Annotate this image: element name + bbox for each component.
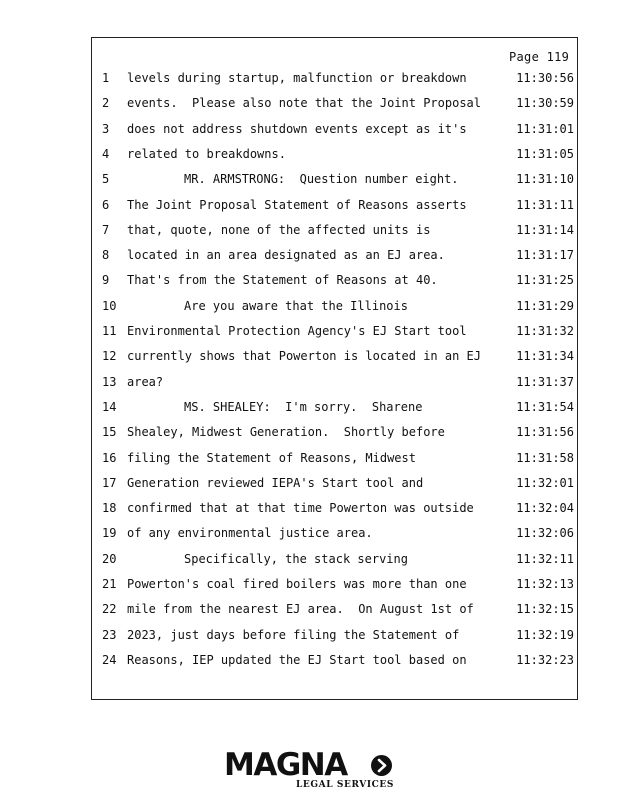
timestamp: 11:31:34 — [516, 349, 574, 364]
transcript-line — [0, 147, 618, 165]
line-text: Powerton's coal fired boilers was more than one — [127, 577, 467, 591]
line-number: 21 — [102, 577, 117, 591]
page-number: Page 119 — [509, 50, 570, 64]
chevron-right-icon — [371, 755, 392, 776]
line-text: related to breakdowns. — [127, 146, 286, 161]
transcript-line — [0, 476, 618, 494]
timestamp: 11:32:19 — [516, 627, 574, 642]
transcript-line — [0, 324, 618, 342]
transcript-line — [0, 122, 618, 140]
line-number: 5 — [102, 172, 110, 187]
line-number: 2 — [102, 96, 110, 111]
line-number: 4 — [102, 146, 110, 161]
line-text: Environmental Protection Agency's EJ Start tool — [127, 324, 467, 338]
timestamp: 11:32:15 — [516, 602, 574, 617]
line-number: 22 — [102, 602, 117, 617]
timestamp: 11:32:13 — [516, 577, 574, 591]
line-number: 1 — [102, 71, 110, 85]
transcript-line — [0, 552, 618, 570]
transcript-line — [0, 198, 618, 216]
line-number: 23 — [102, 627, 117, 642]
line-text: Are you aware that the Illinois — [184, 298, 408, 313]
line-text: filing the Statement of Reasons, Midwest — [127, 450, 416, 465]
transcript-line — [0, 96, 618, 114]
line-number: 24 — [102, 652, 117, 667]
line-number: 19 — [102, 526, 117, 541]
line-text: The Joint Proposal Statement of Reasons asserts — [127, 197, 467, 212]
line-number: 20 — [102, 551, 117, 566]
timestamp: 11:31:10 — [516, 172, 574, 187]
transcript-line — [0, 273, 618, 291]
transcript-line — [0, 248, 618, 266]
transcript-line — [0, 299, 618, 317]
line-text: levels during startup, malfunction or breakdown — [127, 71, 467, 85]
line-text: confirmed that at that time Powerton was outside — [127, 501, 474, 516]
timestamp: 11:31:01 — [516, 121, 574, 136]
timestamp: 11:31:29 — [516, 298, 574, 313]
timestamp: 11:32:01 — [516, 475, 574, 490]
transcript-line — [0, 400, 618, 418]
line-text: that, quote, none of the affected units is — [127, 222, 431, 237]
line-number: 9 — [102, 273, 110, 288]
timestamp: 11:31:17 — [516, 248, 574, 263]
transcript-line — [0, 526, 618, 544]
transcript-line — [0, 577, 618, 595]
logo-wordmark: MAGNA — [224, 747, 347, 783]
timestamp: 11:32:04 — [516, 501, 574, 516]
timestamp: 11:31:58 — [516, 450, 574, 465]
line-text: does not address shutdown events except as it's — [127, 121, 467, 136]
line-text: MS. SHEALEY: I'm sorry. Sharene — [184, 399, 423, 414]
line-text: Reasons, IEP updated the EJ Start tool based on — [127, 652, 467, 667]
transcript-line — [0, 628, 618, 646]
transcript-line — [0, 375, 618, 393]
line-text: currently shows that Powerton is located in an EJ — [127, 349, 482, 364]
line-text: events. Please also note that the Joint Proposal — [127, 96, 482, 111]
timestamp: 11:31:32 — [516, 324, 574, 338]
timestamp: 11:30:56 — [516, 71, 574, 85]
timestamp: 11:30:59 — [516, 96, 574, 111]
timestamp: 11:31:25 — [516, 273, 574, 288]
magna-logo — [224, 748, 399, 794]
timestamp: 11:32:23 — [516, 652, 574, 667]
transcript-line — [0, 425, 618, 443]
line-text: Generation reviewed IEPA's Start tool and — [127, 475, 424, 490]
line-number: 3 — [102, 121, 110, 136]
logo-subtitle: LEGAL SERVICES — [296, 780, 394, 790]
transcript-line — [0, 349, 618, 367]
line-number: 8 — [102, 248, 110, 263]
line-number: 13 — [102, 374, 117, 389]
line-text: area? — [127, 374, 164, 389]
line-number: 14 — [102, 399, 117, 414]
timestamp: 11:31:11 — [516, 197, 574, 212]
line-text: mile from the nearest EJ area. On August 1st of — [127, 602, 474, 617]
line-text: Shealey, Midwest Generation. Shortly before — [127, 425, 445, 440]
line-text: 2023, just days before filing the Statement of — [127, 627, 460, 642]
transcript-line — [0, 71, 618, 89]
transcript-line — [0, 501, 618, 519]
transcript-line — [0, 172, 618, 190]
timestamp: 11:31:54 — [516, 399, 574, 414]
transcript-line — [0, 223, 618, 241]
line-number: 11 — [102, 324, 117, 338]
line-text: MR. ARMSTRONG: Question number eight. — [184, 172, 459, 187]
line-number: 18 — [102, 501, 117, 516]
line-number: 16 — [102, 450, 117, 465]
line-text: of any environmental justice area. — [127, 526, 373, 541]
line-text: Specifically, the stack serving — [184, 551, 408, 566]
line-text: That's from the Statement of Reasons at 40. — [127, 273, 438, 288]
timestamp: 11:32:11 — [516, 551, 574, 566]
timestamp: 11:31:14 — [516, 222, 574, 237]
timestamp: 11:32:06 — [516, 526, 574, 541]
line-number: 17 — [102, 475, 117, 490]
transcript-line — [0, 653, 618, 671]
line-number: 12 — [102, 349, 117, 364]
line-number: 10 — [102, 298, 117, 313]
line-number: 7 — [102, 222, 110, 237]
timestamp: 11:31:05 — [516, 146, 574, 161]
line-text: located in an area designated as an EJ area. — [127, 248, 445, 263]
transcript-line — [0, 451, 618, 469]
transcript-line — [0, 602, 618, 620]
line-number: 6 — [102, 197, 110, 212]
timestamp: 11:31:37 — [516, 374, 574, 389]
line-number: 15 — [102, 425, 117, 440]
timestamp: 11:31:56 — [516, 425, 574, 440]
